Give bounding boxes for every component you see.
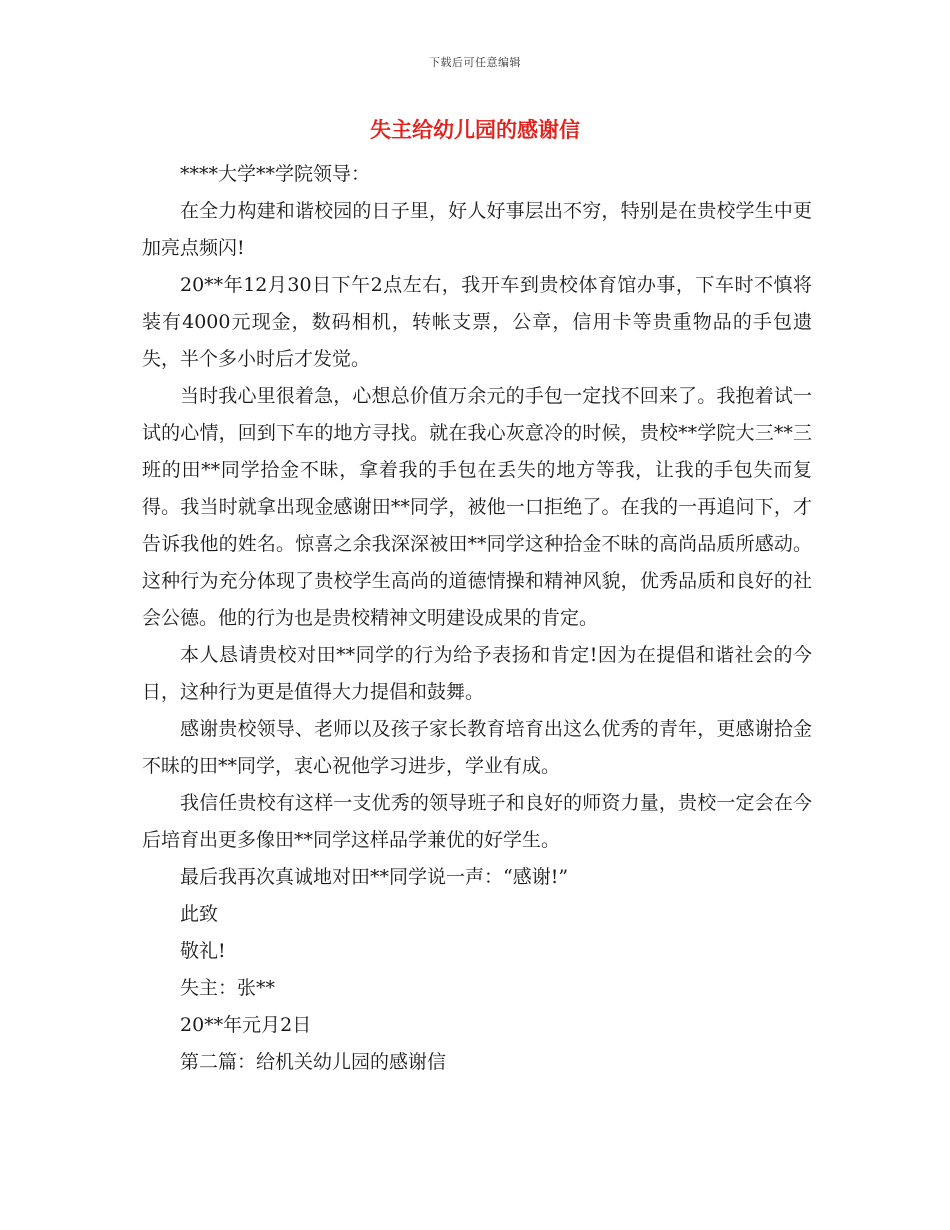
page-header-note: 下载后可任意编辑 <box>429 56 521 69</box>
paragraph-5: 感谢贵校领导、老师以及孩子家长教育培育出这么优秀的青年，更感谢拾金不昧的田**同学，衷心祝他学习进步，学业有成。 <box>142 718 812 777</box>
letter-title: 失主给幼儿园的感谢信 <box>370 118 580 142</box>
paragraph-3: 当时我心里很着急，心想总价值万余元的手包一定找不回来了。我抱着试一试的心情，回到下车的地方寻找。就在我心灰意冷的时候，贵校**学院大三**三班的田**同学拾金不昧，拿着我的手包在丢失的地方等我，让我的手包失而复得。我当时就拿出现金感谢田**同学，被他一口拒绝了。在我的一再追问下，才告诉我他的姓名。惊喜之余我深深被田**同学这种拾金不昧的高尚品质所感动。这种行为充分体现了贵校学生高尚的道德情操和精神风貌，优秀品质和良好的社会公德。他的行为也是贵校精神文明建设成果的肯定。 <box>142 385 812 629</box>
paragraph-2: 20**年12月30日下午2点左右，我开车到贵校体育馆办事，下车时不慎将装有4000元现金，数码相机，转帐支票，公章，信用卡等贵重物品的手包遗失，半个多小时后才发觉。 <box>142 274 812 370</box>
letter-body <box>142 156 812 1081</box>
signature: 失主：张** <box>180 977 276 999</box>
salutation: ****大学**学院领导： <box>180 163 371 185</box>
closing-2: 敬礼! <box>180 940 226 962</box>
next-section-heading: 第二篇：给机关幼儿园的感谢信 <box>180 1051 447 1073</box>
paragraph-1: 在全力构建和谐校园的日子里，好人好事层出不穷，特别是在贵校学生中更加亮点频闪! <box>142 200 812 259</box>
date: 20**年元月2日 <box>180 1014 312 1036</box>
paragraph-4: 本人恳请贵校对田**同学的行为给予表扬和肯定!因为在提倡和谐社会的今日，这种行为更是值得大力提倡和鼓舞。 <box>142 644 812 703</box>
paragraph-7: 最后我再次真诚地对田**同学说一声：“感谢!” <box>180 866 569 888</box>
closing-1: 此致 <box>180 903 219 925</box>
paragraph-6: 我信任贵校有这样一支优秀的领导班子和良好的师资力量，贵校一定会在今后培育出更多像田**同学这样品学兼优的好学生。 <box>142 792 812 851</box>
